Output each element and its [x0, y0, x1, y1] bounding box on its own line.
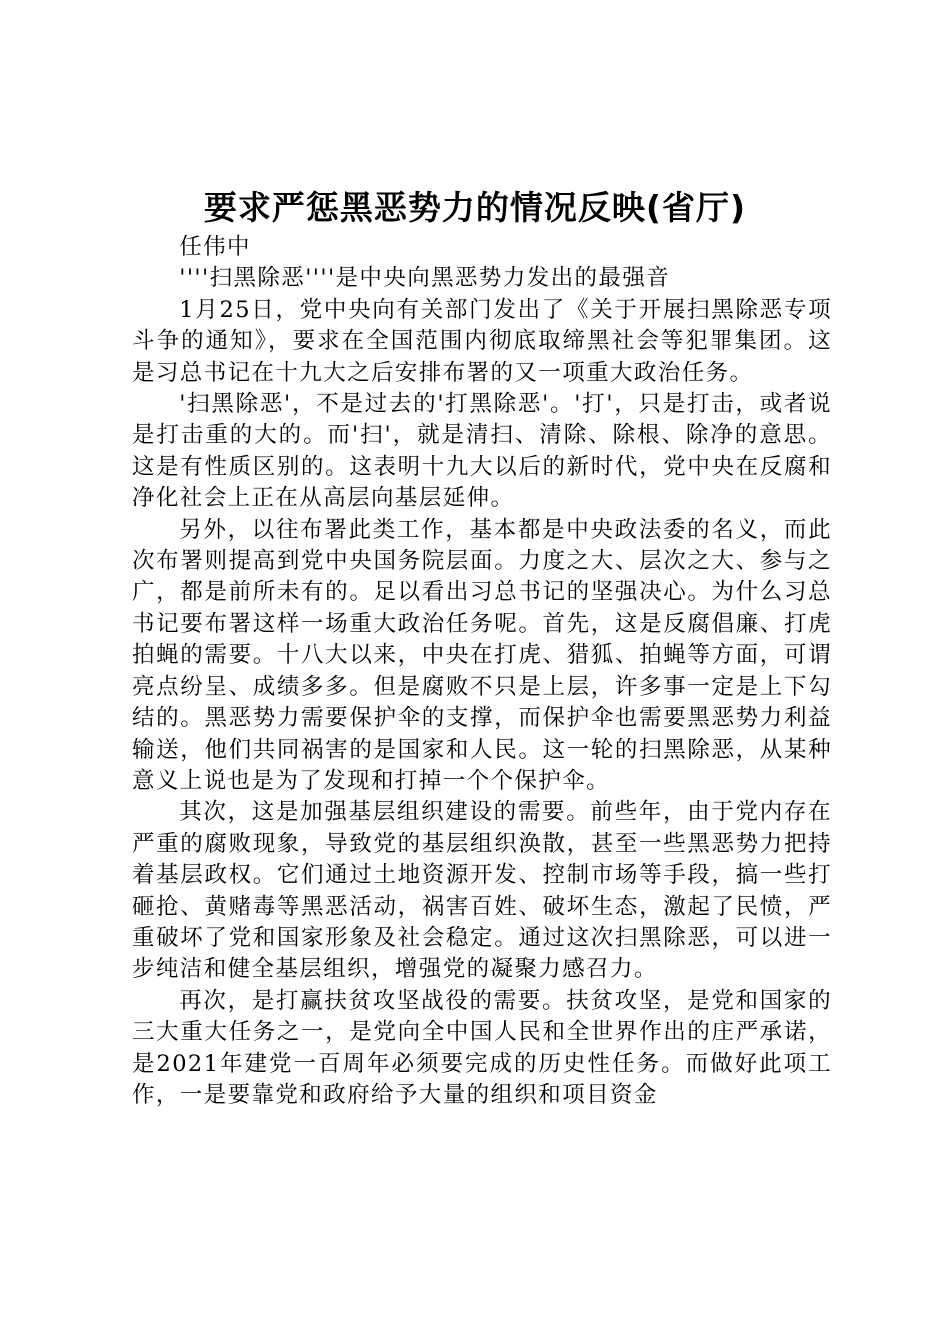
paragraph: 1月25日，党中央向有关部门发出了《关于开展扫黑除恶专项斗争的通知》，要求在全国范围内彻底取缔黑社会等犯罪集团。这是习总书记在十九大之后安排布署的又一项重大政治任务。: [132, 296, 832, 386]
document-body: [132, 232, 832, 1111]
paragraph: 再次，是打赢扶贫攻坚战役的需要。扶贫攻坚，是党和国家的三大重大任务之一，是党向全中国人民和全世界作出的庄严承诺，是2021年建党一百周年必须要完成的历史性任务。而做好此项工作，一是要靠党和政府给予大量的组织和项目资金: [132, 987, 832, 1108]
paragraph: 另外，以往布署此类工作，基本都是中央政法委的名义，而此次布署则提高到党中央国务院层面。力度之大、层次之大、参与之广，都是前所未有的。足以看出习总书记的坚强决心。为什么习总书记要布署这样一场重大政治任务呢。首先，这是反腐倡廉、打虎拍蝇的需要。十八大以来，中央在打虎、猎狐、拍蝇等方面，可谓亮点纷呈、成绩多多。但是腐败不只是上层，许多事一定是上下勾结的。黑恶势力需要保护伞的支撑，而保护伞也需要黑恶势力利益输送，他们共同祸害的是国家和人民。这一轮的扫黑除恶，从某种意义上说也是为了发现和打掉一个个保护伞。: [132, 516, 832, 794]
subtitle-line: ''''扫黑除恶''''是中央向黑恶势力发出的最强音: [179, 265, 671, 292]
author-line: 任伟中: [179, 234, 251, 260]
paragraph: 其次，这是加强基层组织建设的需要。前些年，由于党内存在严重的腐败现象，导致党的基层组织涣散，甚至一些黑恶势力把持着基层政权。它们通过土地资源开发、控制市场等手段，搞一些打砸抢、黄赌毒等黑恶活动，祸害百姓、破坏生态，激起了民愤，严重破坏了党和国家形象及社会稳定。通过这次扫黑除恶，可以进一步纯洁和健全基层组织，增强党的凝聚力感召力。: [132, 799, 832, 983]
paragraph: '扫黑除恶'，不是过去的'打黑除恶'。'打'，只是打击，或者说是打击重的大的。而'扫'，就是清扫、清除、除根、除净的意思。这是有性质区别的。这表明十九大以后的新时代，党中央在反腐和净化社会上正在从高层向基层延伸。: [132, 391, 832, 512]
document-title: 要求严惩黑恶势力的情况反映(省厅): [203, 188, 747, 227]
